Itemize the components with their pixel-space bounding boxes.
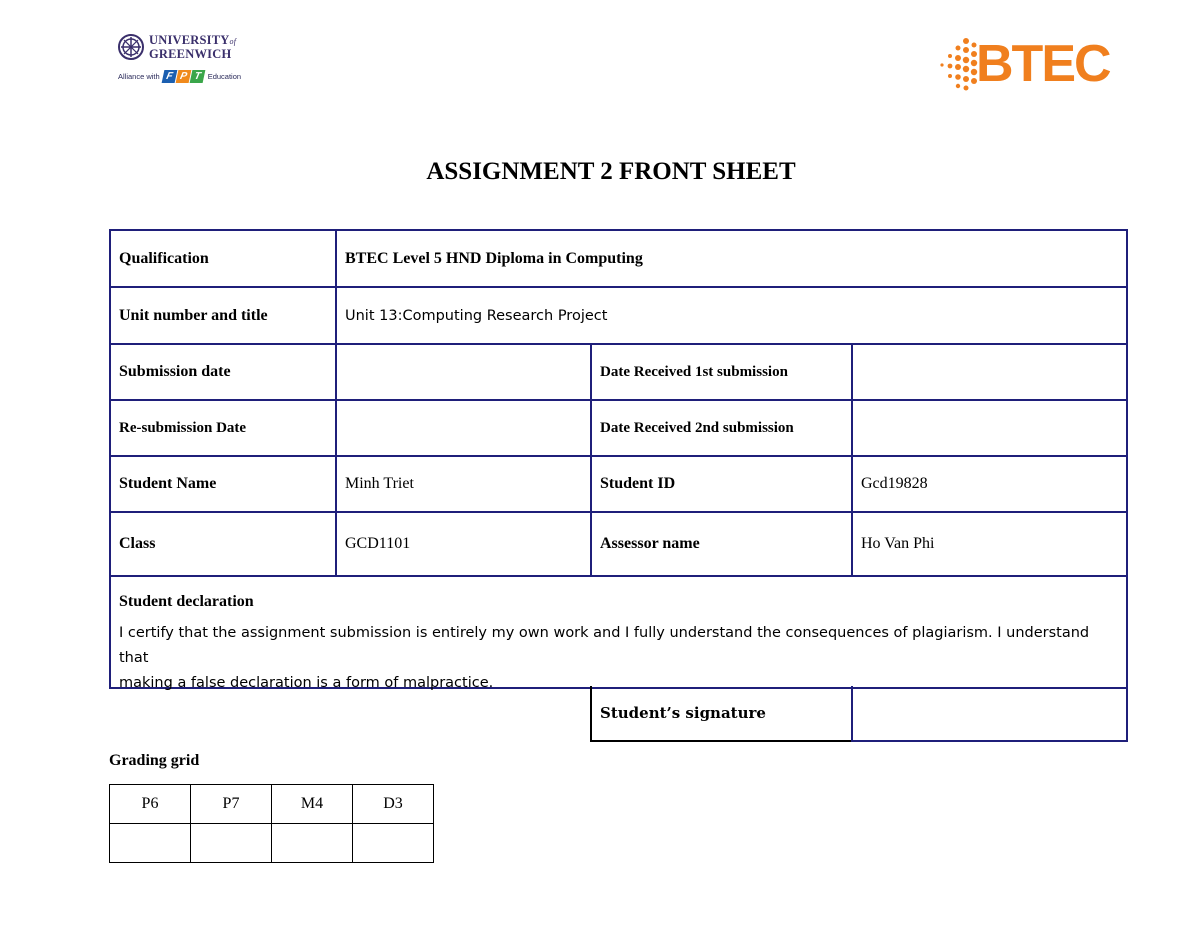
criterion-d3: D3 (353, 785, 434, 824)
criterion-p7: P7 (191, 785, 272, 824)
declaration-line-2: making a false declaration is a form of malpractice. (119, 675, 494, 691)
grade-cell-p7[interactable] (191, 824, 272, 863)
greenwich-word: GREENWICH (149, 47, 232, 61)
class-row (109, 511, 1128, 575)
page-title: ASSIGNMENT 2 FRONT SHEET (426, 158, 796, 185)
fpt-alliance-line (118, 70, 258, 83)
assessor-field[interactable]: Ho Van Phi (851, 511, 1128, 575)
grading-header-row (110, 785, 434, 824)
grading-grid-label: Grading grid (109, 752, 200, 769)
student-row (109, 455, 1128, 511)
submission-row (109, 343, 1128, 399)
btec-wordmark: BTEC (976, 35, 1110, 93)
unit-value[interactable]: Unit 13:Computing Research Project (335, 286, 1128, 343)
university-word: UNIVERSITY (149, 33, 230, 47)
grading-value-row (110, 824, 434, 863)
qualification-value[interactable]: BTEC Level 5 HND Diploma in Computing (335, 229, 1128, 286)
assessor-label: Assessor name (590, 511, 851, 575)
received-2nd-field[interactable] (851, 399, 1128, 455)
signature-label: Student’s signature (590, 686, 851, 742)
criterion-m4: M4 (272, 785, 353, 824)
fpt-letter-f: F (161, 70, 177, 83)
qualification-row (109, 229, 1128, 286)
student-name-label: Student Name (109, 455, 335, 511)
front-sheet-table (109, 229, 1128, 689)
grading-grid (109, 784, 434, 863)
alliance-prefix: Alliance with (118, 72, 160, 81)
unit-row (109, 286, 1128, 343)
grade-cell-d3[interactable] (353, 824, 434, 863)
submission-date-label: Submission date (109, 343, 335, 399)
fpt-letter-t: T (189, 70, 205, 83)
submission-date-field[interactable] (335, 343, 590, 399)
declaration-line-1: I certify that the assignment submission is entirely my own work and I fully understand the consequences of plagiarism. I understand that (119, 625, 1090, 666)
alliance-suffix: Education (207, 72, 242, 81)
declaration-heading: Student declaration (119, 593, 254, 610)
declaration-row (109, 575, 1128, 689)
signature-row (590, 686, 1128, 742)
declaration-text (119, 621, 1118, 696)
btec-dots-icon (936, 36, 980, 92)
university-of-word: of (229, 37, 237, 46)
greenwich-crest-icon (118, 34, 144, 60)
university-of-greenwich-logo (118, 34, 258, 94)
fpt-logo (163, 70, 205, 83)
grade-cell-p6[interactable] (110, 824, 191, 863)
criterion-p6: P6 (110, 785, 191, 824)
received-1st-label: Date Received 1st submission (590, 343, 851, 399)
student-name-field[interactable]: Minh Triet (335, 455, 590, 511)
class-field[interactable]: GCD1101 (335, 511, 590, 575)
received-1st-field[interactable] (851, 343, 1128, 399)
fpt-letter-p: P (175, 70, 191, 83)
grade-cell-m4[interactable] (272, 824, 353, 863)
btec-logo (936, 34, 1126, 94)
student-id-label: Student ID (590, 455, 851, 511)
unit-label: Unit number and title (109, 286, 335, 343)
received-2nd-label: Date Received 2nd submission (590, 399, 851, 455)
class-label: Class (109, 511, 335, 575)
signature-field[interactable] (851, 686, 1128, 742)
qualification-label: Qualification (109, 229, 335, 286)
resubmission-label: Re-submission Date (109, 399, 335, 455)
resubmission-field[interactable] (335, 399, 590, 455)
resubmission-row (109, 399, 1128, 455)
student-id-field[interactable]: Gcd19828 (851, 455, 1128, 511)
student-declaration (109, 575, 1128, 689)
